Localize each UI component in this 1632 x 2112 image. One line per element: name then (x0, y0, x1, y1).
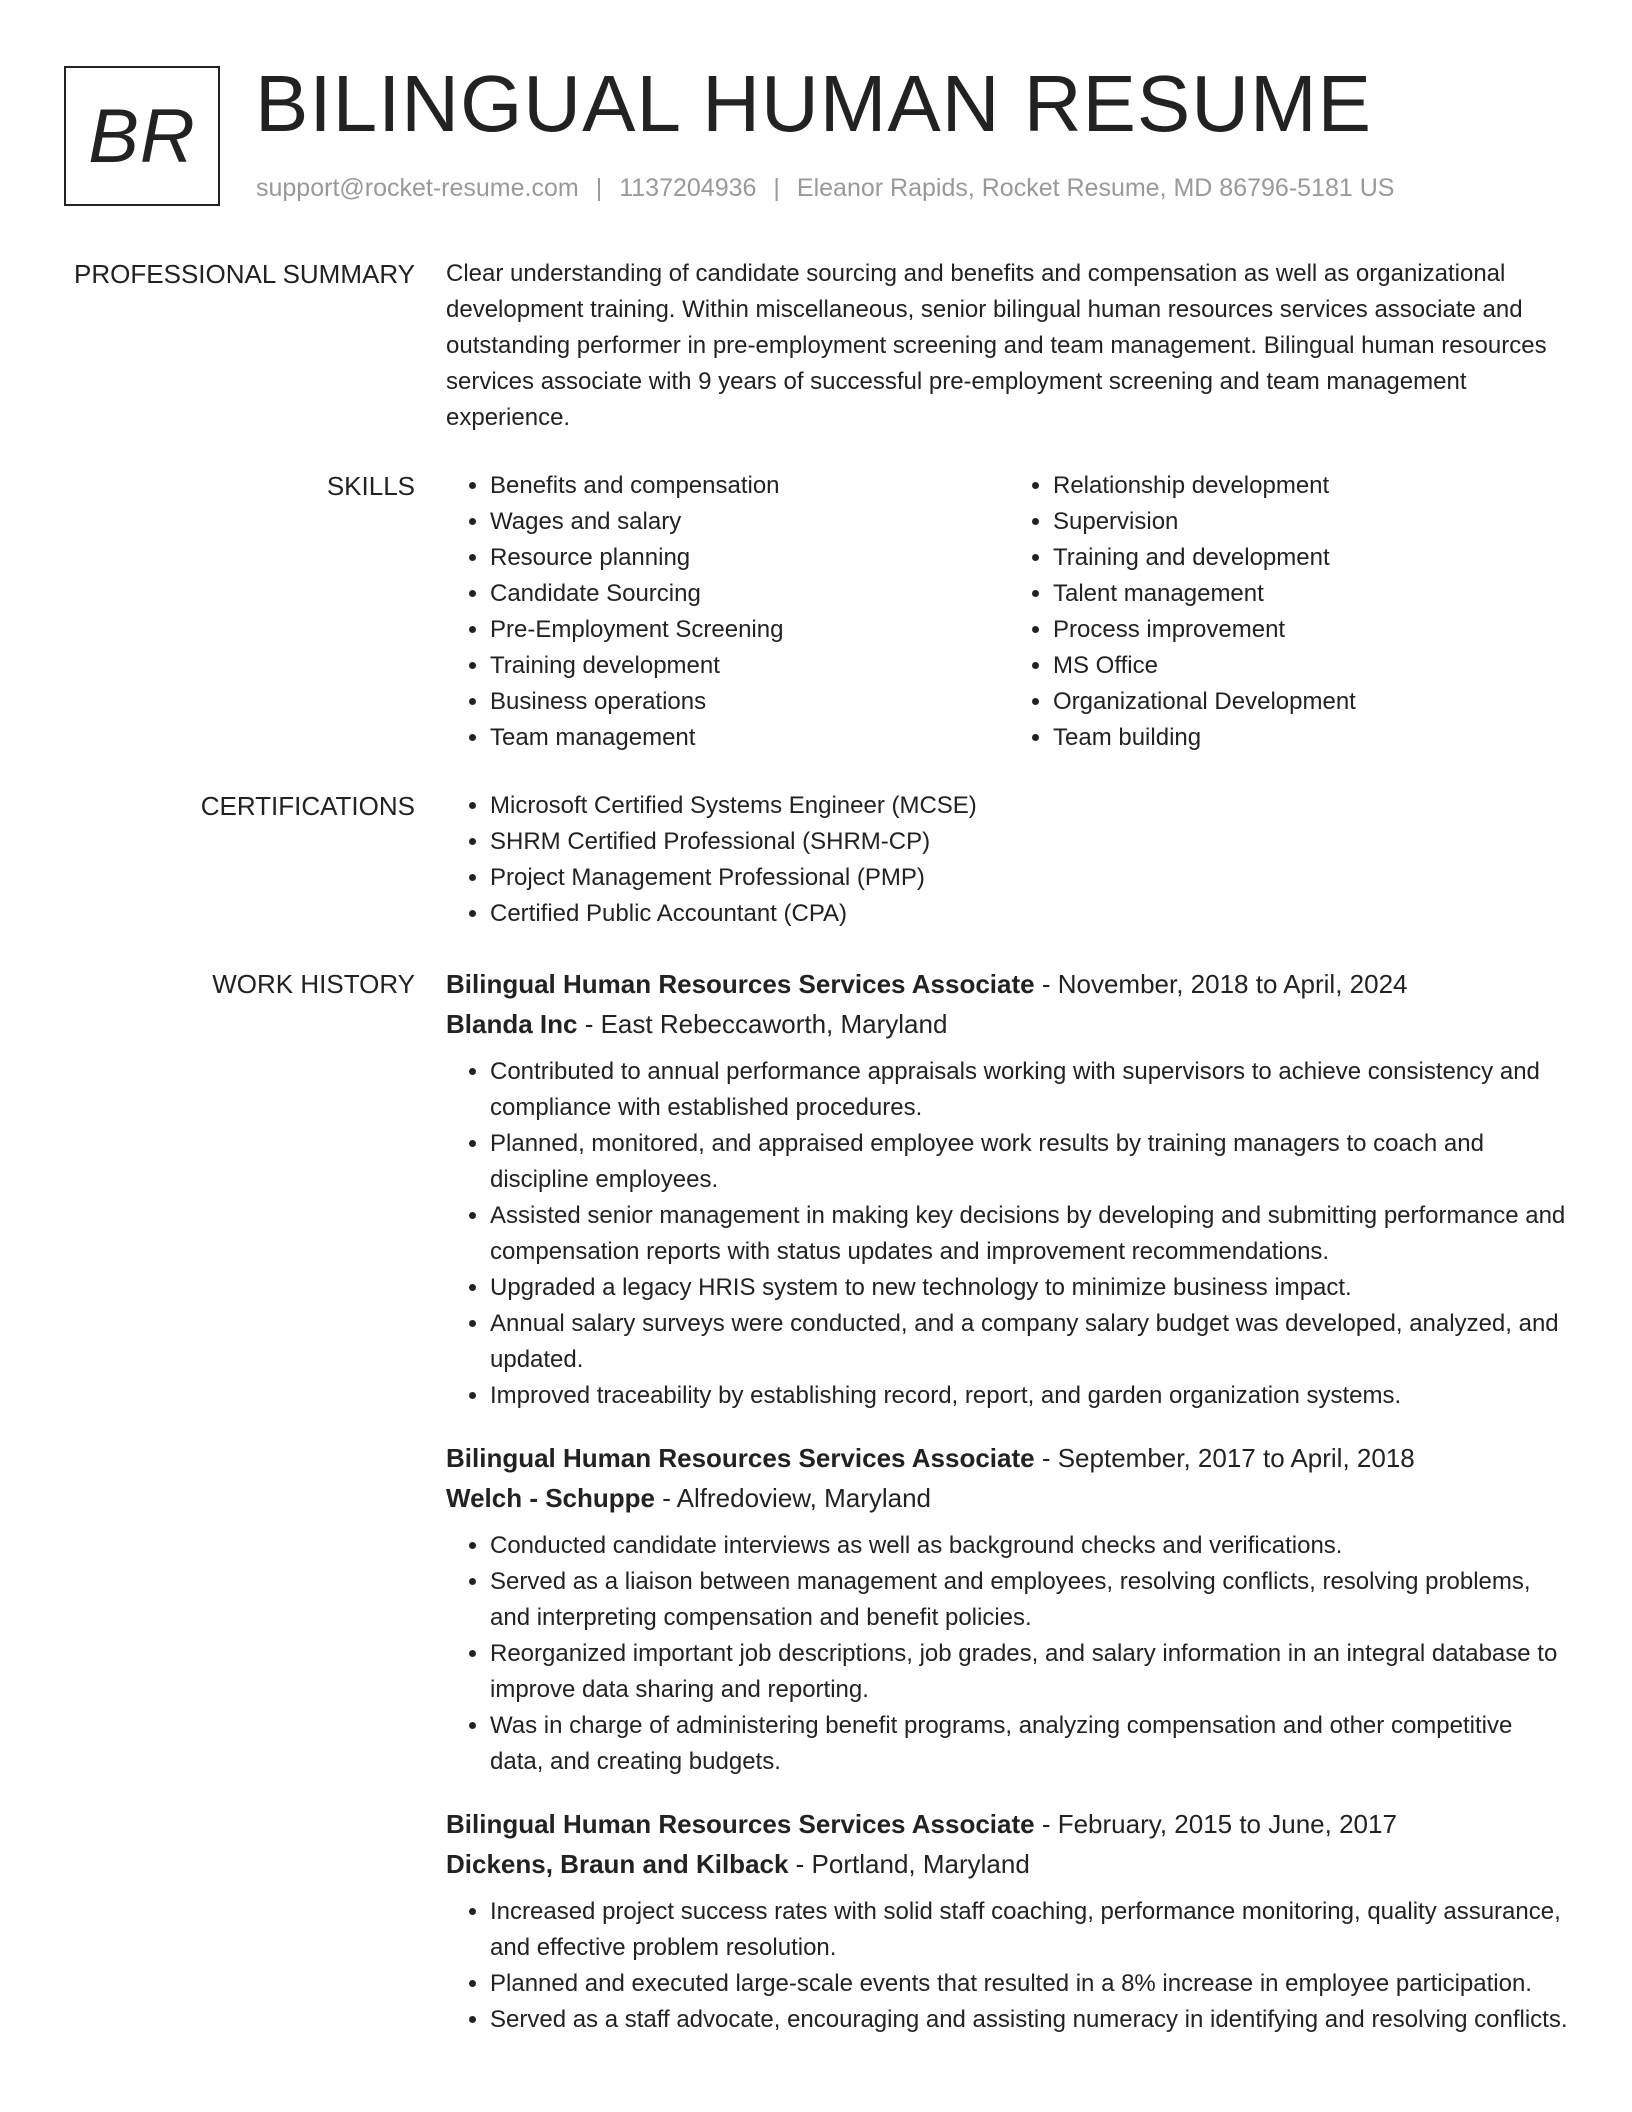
skill-item: • Benefits and compensation (490, 468, 1009, 504)
monogram-initials: BR (64, 66, 220, 206)
job-title-line (446, 964, 1572, 1004)
certification-item: • Microsoft Certified Systems Engineer (MCSE) (490, 788, 1572, 824)
summary-heading: PROFESSIONAL SUMMARY (74, 259, 415, 289)
job-entry (446, 1438, 1572, 1780)
job-bullet: • Was in charge of administering benefit programs, analyzing compensation and other competitive data, and creating budgets. (490, 1708, 1572, 1780)
skill-item: • Candidate Sourcing (490, 576, 1009, 612)
certification-item: • Project Management Professional (PMP) (490, 860, 1572, 896)
skill-item: • Training development (490, 648, 1009, 684)
skill-item: • Team management (490, 720, 1009, 756)
skill-item: • Relationship development (1053, 468, 1572, 504)
skills-body (446, 468, 1572, 756)
job-company-line (446, 1844, 1572, 1884)
job-bullets (446, 1894, 1572, 2038)
certifications-body (446, 788, 1572, 932)
job-bullets (446, 1054, 1572, 1414)
job-title: Bilingual Human Resources Services Associate (446, 1809, 1035, 1839)
certifications-list (446, 788, 1572, 932)
contact-separator: | (773, 174, 780, 202)
job-company-line (446, 1478, 1572, 1518)
job-title: Bilingual Human Resources Services Associate (446, 1443, 1035, 1473)
certifications-heading: CERTIFICATIONS (200, 791, 415, 821)
skill-item: • Organizational Development (1053, 684, 1572, 720)
job-entry (446, 1804, 1572, 2038)
skill-item: • Resource planning (490, 540, 1009, 576)
skills-list-right (1009, 468, 1572, 756)
job-bullet: • Assisted senior management in making key decisions by developing and submitting performance and compensation reports with status updates and improvement recommendations. (490, 1198, 1572, 1270)
skills-heading: SKILLS (326, 471, 415, 501)
certification-item: • SHRM Certified Professional (SHRM-CP) (490, 824, 1572, 860)
contact-address: Eleanor Rapids, Rocket Resume, MD 86796-5181 US (796, 174, 1395, 202)
job-bullet: • Improved traceability by establishing record, report, and garden organization systems. (490, 1378, 1572, 1414)
job-title-line (446, 1804, 1572, 1844)
job-bullet: • Served as a liaison between management and employees, resolving conflicts, resolving problems, and interpreting compensation and benefit policies. (490, 1564, 1572, 1636)
job-bullet: • Annual salary surveys were conducted, and a company salary budget was developed, analyzed, and updated. (490, 1306, 1572, 1378)
job-location: - Alfredoview, Maryland (655, 1483, 932, 1513)
job-location: - East Rebeccaworth, Maryland (577, 1009, 948, 1039)
job-dates: - November, 2018 to April, 2024 (1034, 969, 1408, 999)
skill-item: • Supervision (1053, 504, 1572, 540)
contact-phone: 1137204936 (619, 174, 757, 202)
job-company: Dickens, Braun and Kilback (446, 1849, 789, 1879)
job-bullet: • Reorganized important job descriptions, job grades, and salary information in an integral database to improve data sharing and reporting. (490, 1636, 1572, 1708)
skill-item: • Pre-Employment Screening (490, 612, 1009, 648)
job-bullet: • Planned and executed large-scale events that resulted in a 8% increase in employee participation. (490, 1966, 1572, 2002)
contact-line (256, 174, 1394, 203)
job-company: Welch - Schuppe (446, 1483, 655, 1513)
job-bullet: • Planned, monitored, and appraised employee work results by training managers to coach and discipline employees. (490, 1126, 1572, 1198)
skill-item: • Business operations (490, 684, 1009, 720)
job-company-line (446, 1004, 1572, 1044)
resume-name: BILINGUAL HUMAN RESUME (255, 59, 1372, 148)
job-dates: - September, 2017 to April, 2018 (1034, 1443, 1415, 1473)
skill-item: • Wages and salary (490, 504, 1009, 540)
job-bullet: • Increased project success rates with solid staff coaching, performance monitoring, quality assurance, and effective problem resolution. (490, 1894, 1572, 1966)
skill-item: • MS Office (1053, 648, 1572, 684)
contact-email: support@rocket-resume.com (256, 174, 579, 202)
contact-separator: | (595, 174, 603, 202)
job-bullet: • Contributed to annual performance appraisals working with supervisors to achieve consistency and compliance with established procedures. (490, 1054, 1572, 1126)
skills-list-left (446, 468, 1009, 756)
job-title-line (446, 1438, 1572, 1478)
skill-item: • Process improvement (1053, 612, 1572, 648)
job-bullet: • Conducted candidate interviews as well as background checks and verifications. (490, 1528, 1572, 1564)
job-entry (446, 964, 1572, 1414)
skill-item: • Training and development (1053, 540, 1572, 576)
job-title: Bilingual Human Resources Services Associate (446, 969, 1035, 999)
job-bullet: • Served as a staff advocate, encouraging and assisting numeracy in identifying and resolving conflicts. (490, 2002, 1572, 2038)
skill-item: • Team building (1053, 720, 1572, 756)
summary-body (446, 256, 1572, 436)
job-bullets (446, 1528, 1572, 1780)
summary-text: Clear understanding of candidate sourcing and benefits and compensation as well as organizational development training. Within miscellaneous, senior bilingual human resources services associate and outstanding performer in pre-employment screening and team management. Bilingual human resources services associate with 9 years of successful pre-employment screening and team management experience. (446, 260, 1547, 431)
job-location: - Portland, Maryland (788, 1849, 1030, 1879)
job-company: Blanda Inc (446, 1009, 578, 1039)
job-dates: - February, 2015 to June, 2017 (1034, 1809, 1397, 1839)
work-history-heading: WORK HISTORY (212, 969, 415, 999)
job-bullet: • Upgraded a legacy HRIS system to new technology to minimize business impact. (490, 1270, 1572, 1306)
skill-item: • Talent management (1053, 576, 1572, 612)
work-history-body (446, 964, 1572, 2062)
certification-item: • Certified Public Accountant (CPA) (490, 896, 1572, 932)
